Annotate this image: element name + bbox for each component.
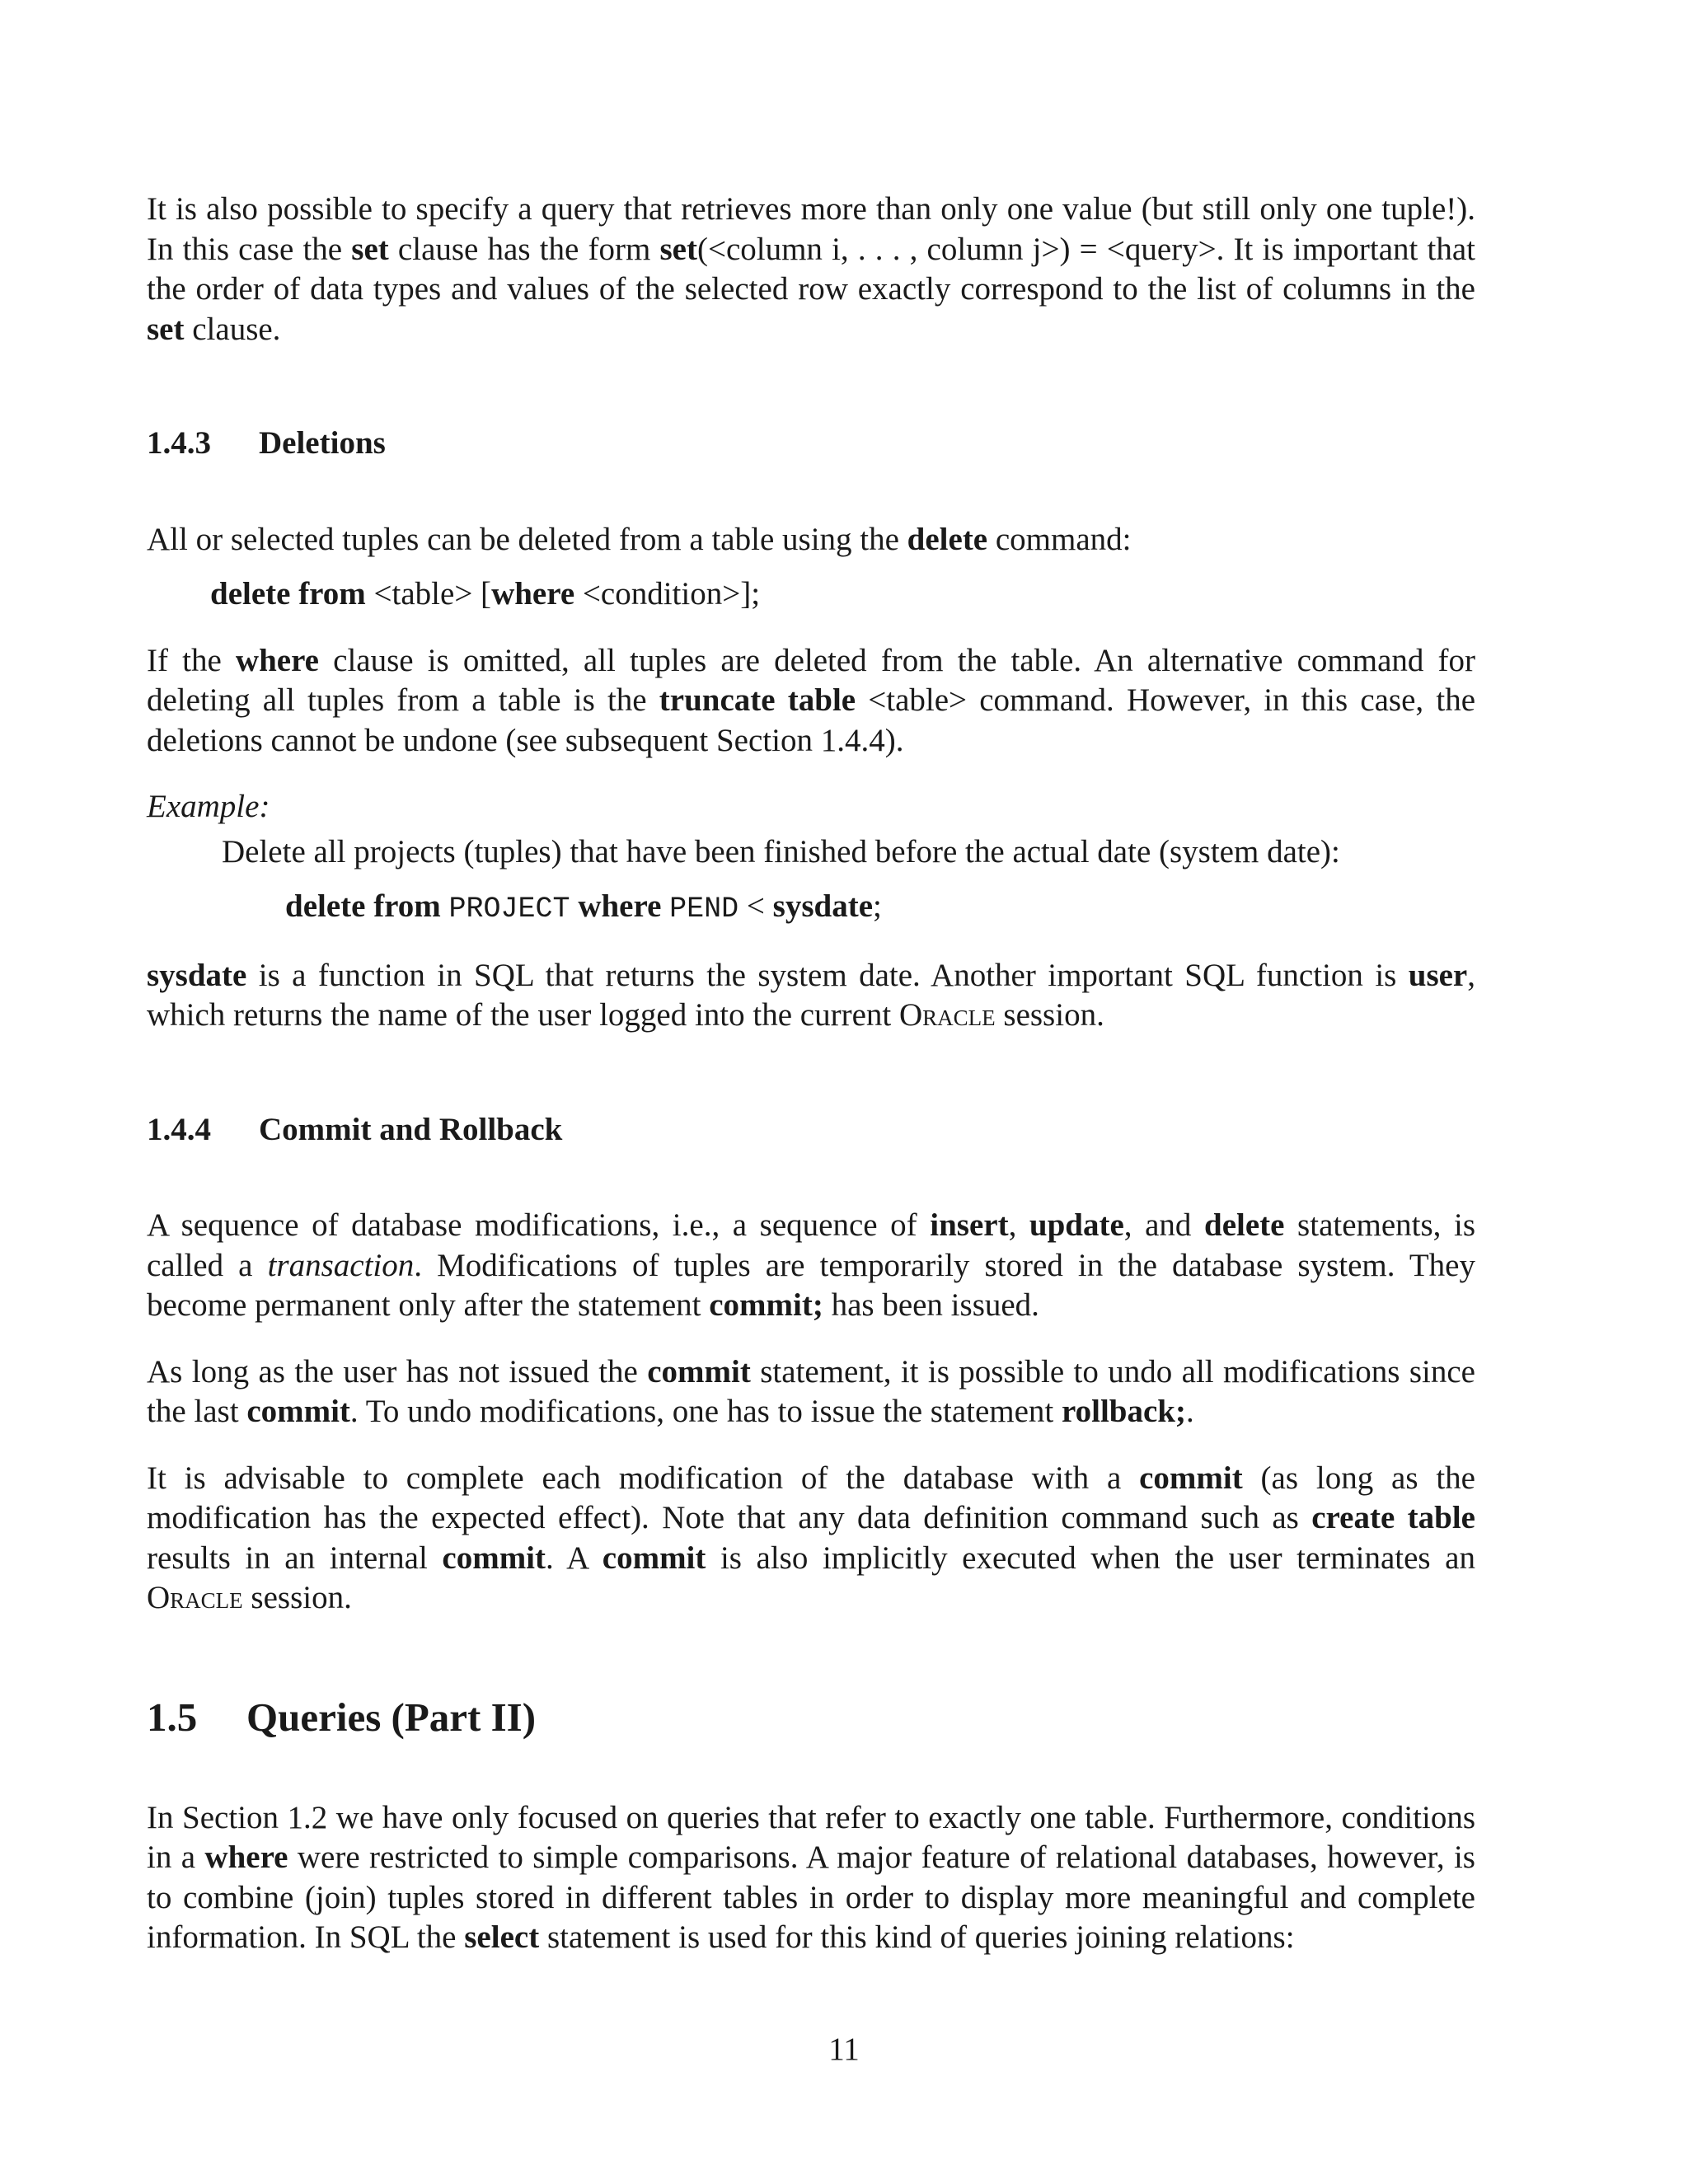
spacer [147, 1619, 1475, 1693]
paragraph-set-clause: It is also possible to specify a query that retrieves more than only one value (but still only one tuple!). In this case the set clause has the form set(<column i, . . . , column j>) = <query>. It is important that the order of data types and values of the selected row exactly correspond to the list of columns in the set clause. [147, 191, 1475, 347]
spacer [147, 1742, 1475, 1798]
paragraph-sysdate: sysdate is a function in SQL that returns the system date. Another important SQL function is user, which returns the name of the user logged into the current Oracle session. [147, 957, 1475, 1033]
example-label: Example: [147, 789, 270, 824]
section-heading-commit-rollback: 1.4.4 Commit and Rollback [147, 1111, 563, 1147]
section-heading-queries-part-2: 1.5 Queries (Part II) [147, 1694, 537, 1740]
spacer [147, 1432, 1475, 1459]
page-number: 11 [828, 2032, 860, 2067]
paragraph-commit-advice: It is advisable to complete each modification of the database with a commit (as long as the modification has the expected effect). Note that any data definition command such as create table results in an internal commit. A commit is also implicitly executed when the user terminates an Oracle session. [147, 1460, 1475, 1615]
spacer [147, 930, 1475, 956]
spacer [147, 349, 1475, 424]
section-heading-deletions: 1.4.3 Deletions [147, 425, 386, 461]
spacer [147, 1150, 1475, 1206]
paragraph-delete-intro: All or selected tuples can be deleted from a table using the delete command: [147, 521, 1132, 557]
document-page [147, 190, 1475, 1958]
spacer [147, 1326, 1475, 1352]
paragraph-queries-join: In Section 1.2 we have only focused on queries that refer to exactly one table. Furthermore, conditions in a where were restricted to simple comparisons. A major feature of relational databases, however, is to combine (join) tuples stored in different tables in order to display more meaningful and complete information. In SQL the select statement is used for this kind of queries joining relations: [147, 1799, 1475, 1955]
example-description: Delete all projects (tuples) that have been finished before the actual date (system date): [222, 833, 1340, 869]
paragraph-rollback: As long as the user has not issued the commit statement, it is possible to undo all modifications since the last commit. To undo modifications, one has to issue the statement rollback;. [147, 1353, 1475, 1429]
code-example-delete: delete from PROJECT where PEND < sysdate; [285, 888, 882, 926]
paragraph-transaction: A sequence of database modifications, i.e., a sequence of insert, update, and delete statements, is called a transaction. Modifications of tuples are temporarily stored in the database system. They become permanent only after the statement commit; has been issued. [147, 1207, 1476, 1323]
spacer [147, 615, 1475, 641]
paragraph-where-omitted: If the where clause is omitted, all tuples are deleted from the table. An alternative command for deleting all tuples from a table is the truncate table <table> command. However, in this case, the deletions cannot be undone (see subsequent Section 1.4.4). [147, 642, 1475, 758]
spacer [147, 464, 1475, 520]
spacer [147, 1036, 1475, 1110]
spacer [147, 761, 1475, 787]
code-delete-syntax: delete from <table> [where <condition>]; [210, 576, 761, 612]
